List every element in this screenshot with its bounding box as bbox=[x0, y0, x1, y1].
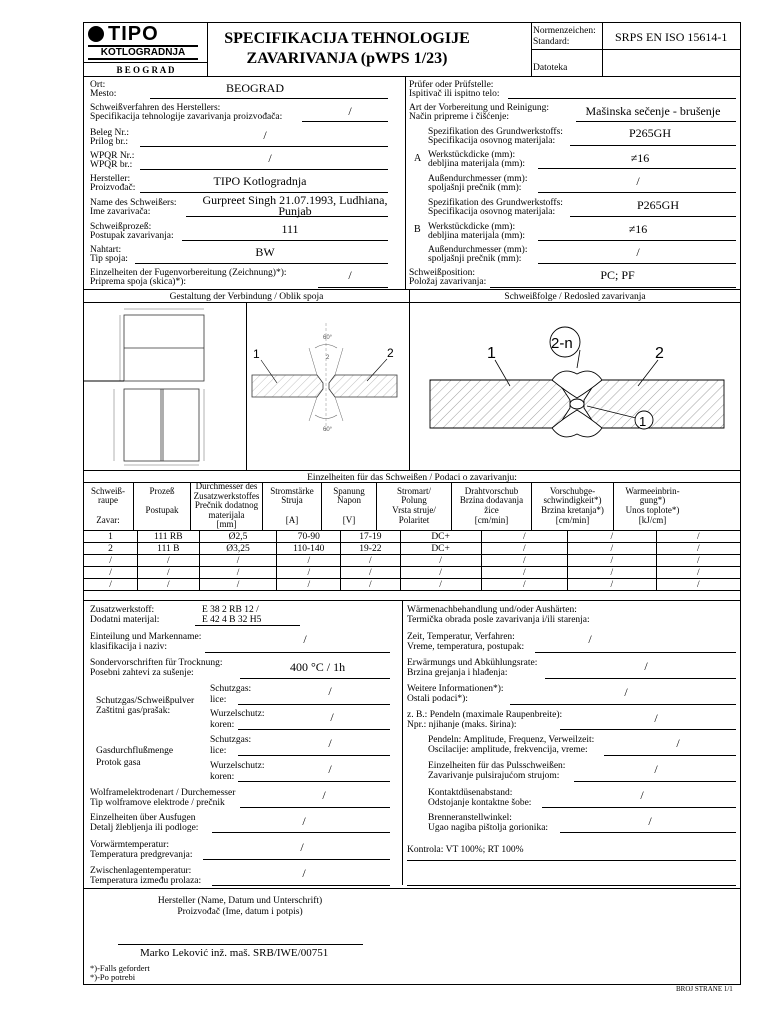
weld-table-header-cell bbox=[531, 482, 613, 530]
flow-lice-value: / bbox=[328, 736, 332, 750]
ort-value: BEOGRAD bbox=[225, 81, 284, 95]
predgrevanje-label: Temperatura predgrevanja: bbox=[90, 850, 193, 860]
ispitivac-label: Ispitivač ili ispitno telo: bbox=[409, 89, 500, 99]
schweisser-label: Name des Schweißers: bbox=[90, 198, 177, 208]
wpqr-value: / bbox=[268, 151, 272, 165]
a-dicke-label: Werkstückdicke (mm): bbox=[428, 150, 516, 160]
table-cell: / bbox=[199, 555, 277, 567]
table-cell: / bbox=[481, 555, 567, 567]
wolfram-value: / bbox=[322, 788, 326, 802]
signer-name: Marko Leković inž. maš. SRB/IWE/00751 bbox=[140, 947, 329, 959]
table-cell: / bbox=[656, 543, 740, 555]
table-cell: / bbox=[84, 555, 138, 567]
ausfugen-value: / bbox=[302, 814, 306, 828]
weitere-label: Weitere Informationen*): bbox=[407, 684, 504, 694]
pendeln-amp-value: / bbox=[676, 736, 680, 750]
beleg-label: Beleg Nr.: bbox=[90, 128, 130, 138]
zusatz-value-2: E 42 4 B 32 H5 bbox=[202, 615, 262, 625]
norm-label: Normenzeichen: bbox=[533, 26, 596, 36]
b-spec-value: P265GH bbox=[636, 198, 679, 212]
table-cell: DC+ bbox=[400, 543, 481, 555]
title-line-1: SPECIFIKACIJA TEHNOLOGIJE bbox=[224, 30, 470, 47]
joint-section-drawing bbox=[247, 303, 408, 469]
weld-table-header-cell bbox=[376, 482, 451, 530]
specifikacija-label: Specifikacija tehnologije zavarivanja proizvođača: bbox=[90, 112, 283, 122]
weld-table-header-line: Polaritet bbox=[398, 514, 430, 525]
weld-table-header-line: Postupak bbox=[145, 505, 179, 515]
b-aussen-sr-label: spoljašnji prečnik (mm): bbox=[428, 254, 522, 264]
table-cell: / bbox=[568, 543, 657, 555]
a-spec-label: Spezifikation des Grundwerkstoffs: bbox=[428, 127, 563, 137]
weld-table-header-line: schwindigkeit*) bbox=[543, 495, 602, 506]
table-cell: 1 bbox=[84, 531, 138, 543]
table-cell: / bbox=[138, 555, 200, 567]
mesto-label: Mesto: bbox=[90, 89, 117, 99]
weld-table-title: Einzelheiten für das Schweißen / Podaci o zavarivanju: bbox=[307, 473, 517, 483]
b-aussen-value: / bbox=[636, 245, 640, 259]
schweisser-value-1: Gurpreet Singh 21.07.1993, Ludhiana, bbox=[202, 193, 388, 207]
weld-table-header-line: Spanung bbox=[333, 485, 365, 496]
wpqr-sr-label: WPQR br.: bbox=[90, 160, 133, 170]
brenner-value: / bbox=[648, 814, 652, 828]
flow-koren-value: / bbox=[328, 762, 332, 776]
hersteller-value: TIPO Kotlogradnja bbox=[213, 174, 307, 188]
signature-caption-de: Hersteller (Name, Datum und Unterschrift) bbox=[157, 896, 323, 906]
vorwarm-value: / bbox=[300, 840, 304, 854]
erwarmung-label: Erwärmungs und Abkühlungsrate: bbox=[407, 658, 538, 668]
zusatz-label: Zusatzwerkstoff: bbox=[90, 605, 155, 615]
proizvodjac-label: Proizvođač: bbox=[90, 183, 136, 193]
table-cell: / bbox=[341, 555, 400, 567]
weld-table-header-line: materijala bbox=[208, 509, 245, 520]
weld-table-header-line: Polung bbox=[401, 495, 427, 506]
table-cell: 17-19 bbox=[341, 531, 400, 543]
table-row bbox=[84, 543, 741, 555]
seq-root-label: 1 bbox=[639, 414, 647, 429]
angle-bottom-label: 60° bbox=[323, 427, 333, 433]
weld-table-header-line: Vrsta struje/ bbox=[392, 505, 436, 515]
gas-koren-label: Wurzelschutz: bbox=[210, 709, 265, 719]
table-cell: / bbox=[277, 555, 341, 567]
table-cell: / bbox=[568, 555, 657, 567]
signature-caption-sr: Proizvođač (Ime, datum i potpis) bbox=[177, 907, 303, 917]
brenner-label: Brenneranstellwinkel: bbox=[428, 813, 512, 823]
flow-koren-sr-label: koren: bbox=[210, 772, 235, 782]
table-cell: 111 B bbox=[138, 543, 200, 555]
table-cell: / bbox=[138, 579, 200, 591]
weld-table-header bbox=[83, 482, 741, 530]
wpqr-label: WPQR Nr.: bbox=[90, 151, 135, 161]
table-cell: / bbox=[199, 567, 277, 579]
pendeln-amp-label: Pendeln: Amplitude, Frequenz, Verweilzeit: bbox=[428, 735, 595, 745]
datoteka-label: Datoteka bbox=[533, 63, 568, 73]
gap-label: 2 bbox=[326, 355, 330, 361]
label-b: B bbox=[414, 224, 421, 235]
weld-table-header-line: [kJ/cm] bbox=[638, 514, 667, 525]
zlebljenje-label: Detalj žlebljenja ili podloge: bbox=[90, 823, 199, 833]
table-cell: DC+ bbox=[400, 531, 481, 543]
kontakt-label: Kontaktdüsenabstand: bbox=[428, 788, 513, 798]
klasifikacija-label: klasifikacija i naziv: bbox=[90, 642, 168, 652]
weld-table-header-line: žice bbox=[484, 505, 499, 515]
schweisser-value-2: Punjab bbox=[278, 204, 312, 218]
trocknung-label: Sondervorschriften für Trocknung: bbox=[90, 658, 223, 668]
weld-table-header-line: [V] bbox=[342, 514, 356, 525]
susenje-label: Posebni zahtevi za sušenje: bbox=[90, 668, 194, 678]
weld-table-header-line: Stromstärke bbox=[270, 485, 314, 496]
standard-label: Standard: bbox=[533, 37, 570, 47]
ostali-label: Ostali podaci*): bbox=[407, 694, 468, 704]
part-2-label: 2 bbox=[387, 346, 394, 360]
njihanje-label: Npr.: njihanje (maks. širina): bbox=[407, 720, 517, 730]
table-row bbox=[84, 567, 741, 579]
fugen-label: Einzelheiten der Fugenvorbereitung (Zeichnung)*): bbox=[90, 268, 287, 278]
vorbereitung-label: Art der Vorbereitung und Reinigung: bbox=[409, 103, 550, 113]
nahtart-value: BW bbox=[255, 245, 275, 259]
b-aussen-label: Außendurchmesser (mm): bbox=[428, 245, 528, 255]
table-cell: 70-90 bbox=[277, 531, 341, 543]
zwischen-label: Zwischenlagentemperatur: bbox=[90, 866, 192, 876]
table-cell: / bbox=[568, 579, 657, 591]
b-dicke-value: ≠16 bbox=[628, 222, 648, 236]
table-cell: Ø3,25 bbox=[199, 543, 277, 555]
table-cell: 111 RB bbox=[138, 531, 200, 543]
table-cell: / bbox=[138, 567, 200, 579]
table-cell: / bbox=[481, 579, 567, 591]
ausfugen-label: Einzelheiten über Ausfugen bbox=[90, 813, 196, 823]
ort-label: Ort: bbox=[90, 80, 106, 90]
footnote-1: *)-Falls gefordert bbox=[90, 963, 150, 973]
puls-value: / bbox=[654, 762, 658, 776]
table-cell: / bbox=[568, 567, 657, 579]
verfahren-value: / bbox=[348, 104, 352, 118]
label-a: A bbox=[414, 153, 422, 164]
weld-table-header-cell bbox=[451, 482, 531, 530]
warme-label: Wärmenachbehandlung und/oder Aushärten: bbox=[407, 605, 577, 615]
schutzgas-label: Schutzgas/Schweißpulver bbox=[96, 696, 195, 706]
verfahren-label: Schweißverfahren des Herstellers: bbox=[90, 103, 221, 113]
b-spec-sr-label: Specifikacija osovnog materijala: bbox=[428, 207, 556, 217]
weld-table-header-line: Struja bbox=[281, 495, 303, 506]
weld-table-header-line: [cm/min] bbox=[474, 514, 509, 525]
table-cell: / bbox=[481, 543, 567, 555]
table-cell: / bbox=[656, 567, 740, 579]
table-cell: 19-22 bbox=[341, 543, 400, 555]
table-cell: / bbox=[481, 567, 567, 579]
weld-table-header-line: Brzina kretanja*) bbox=[541, 505, 604, 515]
beleg-value: / bbox=[263, 128, 267, 142]
table-cell: / bbox=[277, 567, 341, 579]
weld-table-header-line: Prečnik dodatnog bbox=[194, 500, 259, 511]
weld-table-header-line: Schweiß- bbox=[91, 485, 125, 496]
norm-value: SRPS EN ISO 15614-1 bbox=[615, 30, 728, 44]
footnote-2: *)-Po potrebi bbox=[90, 972, 136, 982]
weld-table-header-line: Unos toplote*) bbox=[625, 505, 680, 515]
table-cell: / bbox=[656, 579, 740, 591]
tip-spoja-label: Tip spoja: bbox=[90, 254, 128, 264]
weld-table-header-line: Brzina dodavanja bbox=[459, 495, 524, 506]
termicka-label: Termička obrada posle zavarivanja i/ili starenja: bbox=[407, 615, 590, 625]
gas-lice-label: Schutzgas: bbox=[210, 684, 252, 694]
a-aussen-value: / bbox=[636, 174, 640, 188]
erwarmung-value: / bbox=[644, 659, 648, 673]
polozaj-label: Položaj zavarivanja: bbox=[409, 277, 487, 287]
weld-table-header-line: Zavar: bbox=[96, 514, 120, 525]
title-line-2: ZAVARIVANJA (pWPS 1/23) bbox=[246, 50, 448, 67]
zeit-value: / bbox=[588, 632, 592, 646]
postupak-label: Postupak zavarivanja: bbox=[90, 231, 174, 241]
ugao-label: Ugao nagiba pištolja gorionika: bbox=[428, 823, 549, 833]
table-cell: / bbox=[481, 531, 567, 543]
table-row bbox=[84, 555, 741, 567]
weld-table-header-cell bbox=[613, 482, 691, 530]
weld-table-header-line: gung*) bbox=[639, 495, 666, 506]
weld-table-header-line: Drahtvorschub bbox=[464, 485, 519, 496]
weld-sequence-drawing bbox=[412, 310, 738, 468]
b-dicke-label: Werkstückdicke (mm): bbox=[428, 222, 516, 232]
puls-label: Einzelheiten für das Pulsschweißen: bbox=[428, 761, 566, 771]
table-cell: / bbox=[199, 579, 277, 591]
zusatz-value-1: E 38 2 RB 12 / bbox=[202, 605, 259, 615]
weld-table-header-cell bbox=[83, 482, 133, 530]
weld-table-header-line: Napon bbox=[337, 495, 361, 506]
weld-table-header-cell bbox=[133, 482, 190, 530]
weld-table-header-line: Stromart/ bbox=[397, 485, 431, 496]
a-dicke-sr-label: debljina materijala (mm): bbox=[428, 159, 526, 169]
zwischen-value: / bbox=[302, 866, 306, 880]
table-cell: / bbox=[568, 531, 657, 543]
logo-subtitle: KOTLOGRADNJA bbox=[88, 45, 198, 60]
oscilacije-label: Oscilacije: amplitude, frekvencija, vreme: bbox=[428, 745, 588, 755]
weld-table-header-line: Vorschubge- bbox=[549, 485, 596, 496]
nacin-pripreme-label: Način pripreme i čišćenje: bbox=[409, 112, 509, 122]
pendeln-max-label: z. B.: Pendeln (maximale Raupenbreite): bbox=[407, 710, 563, 720]
einteilung-value: / bbox=[303, 632, 307, 646]
seq-1-label: 1 bbox=[487, 345, 496, 362]
gas-koren-sr-label: koren: bbox=[210, 720, 235, 730]
a-aussen-sr-label: spoljašnji prečnik (mm): bbox=[428, 183, 522, 193]
angle-top-label: 60° bbox=[323, 335, 333, 341]
table-cell: 110-140 bbox=[277, 543, 341, 555]
table-cell: / bbox=[400, 567, 481, 579]
weld-table-header-line: Durchmesser des bbox=[195, 481, 258, 492]
protok-label: Protok gasa bbox=[96, 758, 141, 768]
part-1-label: 1 bbox=[253, 347, 260, 361]
table-cell: / bbox=[277, 579, 341, 591]
table-cell: Ø2,5 bbox=[199, 531, 277, 543]
nahtart-label: Nahtart: bbox=[90, 245, 122, 255]
logo-badge-icon bbox=[88, 26, 104, 42]
weld-table-header-line: raupe bbox=[98, 495, 118, 506]
joint-sketch-title: Gestaltung der Verbindung / Oblik spoja bbox=[169, 292, 324, 302]
zeit-label: Zeit, Temperatur, Verfahren: bbox=[407, 632, 515, 642]
seq-2-label: 2 bbox=[655, 345, 664, 362]
table-cell: / bbox=[341, 567, 400, 579]
brzina-label: Brzina grejanja i hlađenja: bbox=[407, 668, 508, 678]
weld-table-header-cell bbox=[262, 482, 321, 530]
trocknung-value: 400 °C / 1h bbox=[290, 660, 346, 674]
weld-table-header-line: [mm] bbox=[216, 519, 237, 530]
weld-table-header-line: Prozeß bbox=[149, 485, 175, 496]
table-row bbox=[84, 531, 741, 543]
position-value: PC; PF bbox=[600, 268, 635, 282]
wolfram-label: Wolframelektrodenart / Durchemesser bbox=[90, 788, 236, 798]
vreme-label: Vreme, temperatura, postupak: bbox=[407, 642, 525, 652]
einteilung-label: Einteilung und Markenname: bbox=[90, 632, 202, 642]
sequence-sketch-title: Schweißfolge / Redosled zavarivanja bbox=[504, 292, 646, 302]
joint-plan-drawing bbox=[84, 303, 246, 469]
table-cell: / bbox=[341, 579, 400, 591]
kontrola-text: Kontrola: VT 100%; RT 100% bbox=[407, 845, 524, 855]
flow-koren-label: Wurzelschutz: bbox=[210, 761, 265, 771]
vorwarm-label: Vorwärmtemperatur: bbox=[90, 840, 169, 850]
gas-koren-value: / bbox=[330, 710, 334, 724]
weld-table-header-line: Zusatzwerkstoffes bbox=[193, 490, 260, 501]
table-cell: / bbox=[84, 567, 138, 579]
a-aussen-label: Außendurchmesser (mm): bbox=[428, 174, 528, 184]
vorbereitung-value: Mašinska sečenje - brušenje bbox=[585, 104, 721, 118]
logo-city: B E O G R A D bbox=[116, 65, 175, 75]
weld-table-header-cell bbox=[321, 482, 376, 530]
page-number: BROJ STRANE 1/1 bbox=[676, 985, 733, 993]
pulsiranje-label: Zavarivanje pulsirajućom strujom: bbox=[428, 771, 560, 781]
b-dicke-sr-label: debljina materijala (mm): bbox=[428, 231, 526, 241]
table-cell: / bbox=[84, 579, 138, 591]
weitere-value: / bbox=[624, 685, 628, 699]
b-spec-label: Spezifikation des Grundwerkstoffs: bbox=[428, 198, 563, 208]
weld-table bbox=[83, 530, 741, 591]
seq-2n-label: 2-n bbox=[551, 335, 573, 352]
prozess-label: Schweißprozeß: bbox=[90, 222, 152, 232]
weld-table-header-line: [cm/min] bbox=[555, 514, 590, 525]
table-cell: / bbox=[656, 531, 740, 543]
zavarivac-label: Ime zavarivača: bbox=[90, 207, 151, 217]
fugen-value: / bbox=[348, 268, 352, 282]
hersteller-label: Hersteller: bbox=[90, 174, 131, 184]
dodatni-label: Dodatni materijal: bbox=[90, 615, 160, 625]
flow-lice-label: Schutzgas: bbox=[210, 735, 252, 745]
table-cell: / bbox=[656, 555, 740, 567]
table-cell: 2 bbox=[84, 543, 138, 555]
kontakt-value: / bbox=[640, 788, 644, 802]
weld-table-header-line: Warmeeinbrin- bbox=[625, 485, 680, 496]
table-row bbox=[84, 579, 741, 591]
pendeln-max-value: / bbox=[654, 711, 658, 725]
prozess-value: 111 bbox=[281, 222, 299, 236]
page-title bbox=[207, 29, 487, 69]
pruefer-label: Prüfer oder Prüfstelle: bbox=[409, 80, 494, 90]
table-cell: / bbox=[400, 555, 481, 567]
weld-table-header-line: [A] bbox=[285, 514, 299, 525]
priprema-label: Priprema spoja (skica)*): bbox=[90, 277, 187, 287]
prilog-label: Prilog br.: bbox=[90, 137, 129, 147]
prolaz-label: Temperatura između prolaza: bbox=[90, 876, 202, 886]
gas-flow-label: Gasdurchflußmenge bbox=[96, 746, 174, 756]
gas-lice-sr-label: lice: bbox=[210, 695, 227, 705]
a-spec-sr-label: Specifikacija osovnog materijala: bbox=[428, 136, 556, 146]
table-cell: / bbox=[400, 579, 481, 591]
wolfram-sr-label: Tip wolframove elektrode / prečnik bbox=[90, 798, 225, 808]
odstojanje-label: Odstojanje kontaktne šobe: bbox=[428, 798, 532, 808]
zastitni-gas-label: Zaštitni gas/prašak: bbox=[96, 706, 171, 716]
position-label: Schweißposition: bbox=[409, 268, 475, 278]
a-dicke-value: ≠16 bbox=[630, 151, 650, 165]
gas-lice-value: / bbox=[328, 684, 332, 698]
flow-lice-sr-label: lice: bbox=[210, 746, 227, 756]
logo-title: TIPO bbox=[108, 23, 159, 45]
a-spec-value: P265GH bbox=[628, 126, 671, 140]
weld-table-header-cell bbox=[190, 482, 262, 530]
